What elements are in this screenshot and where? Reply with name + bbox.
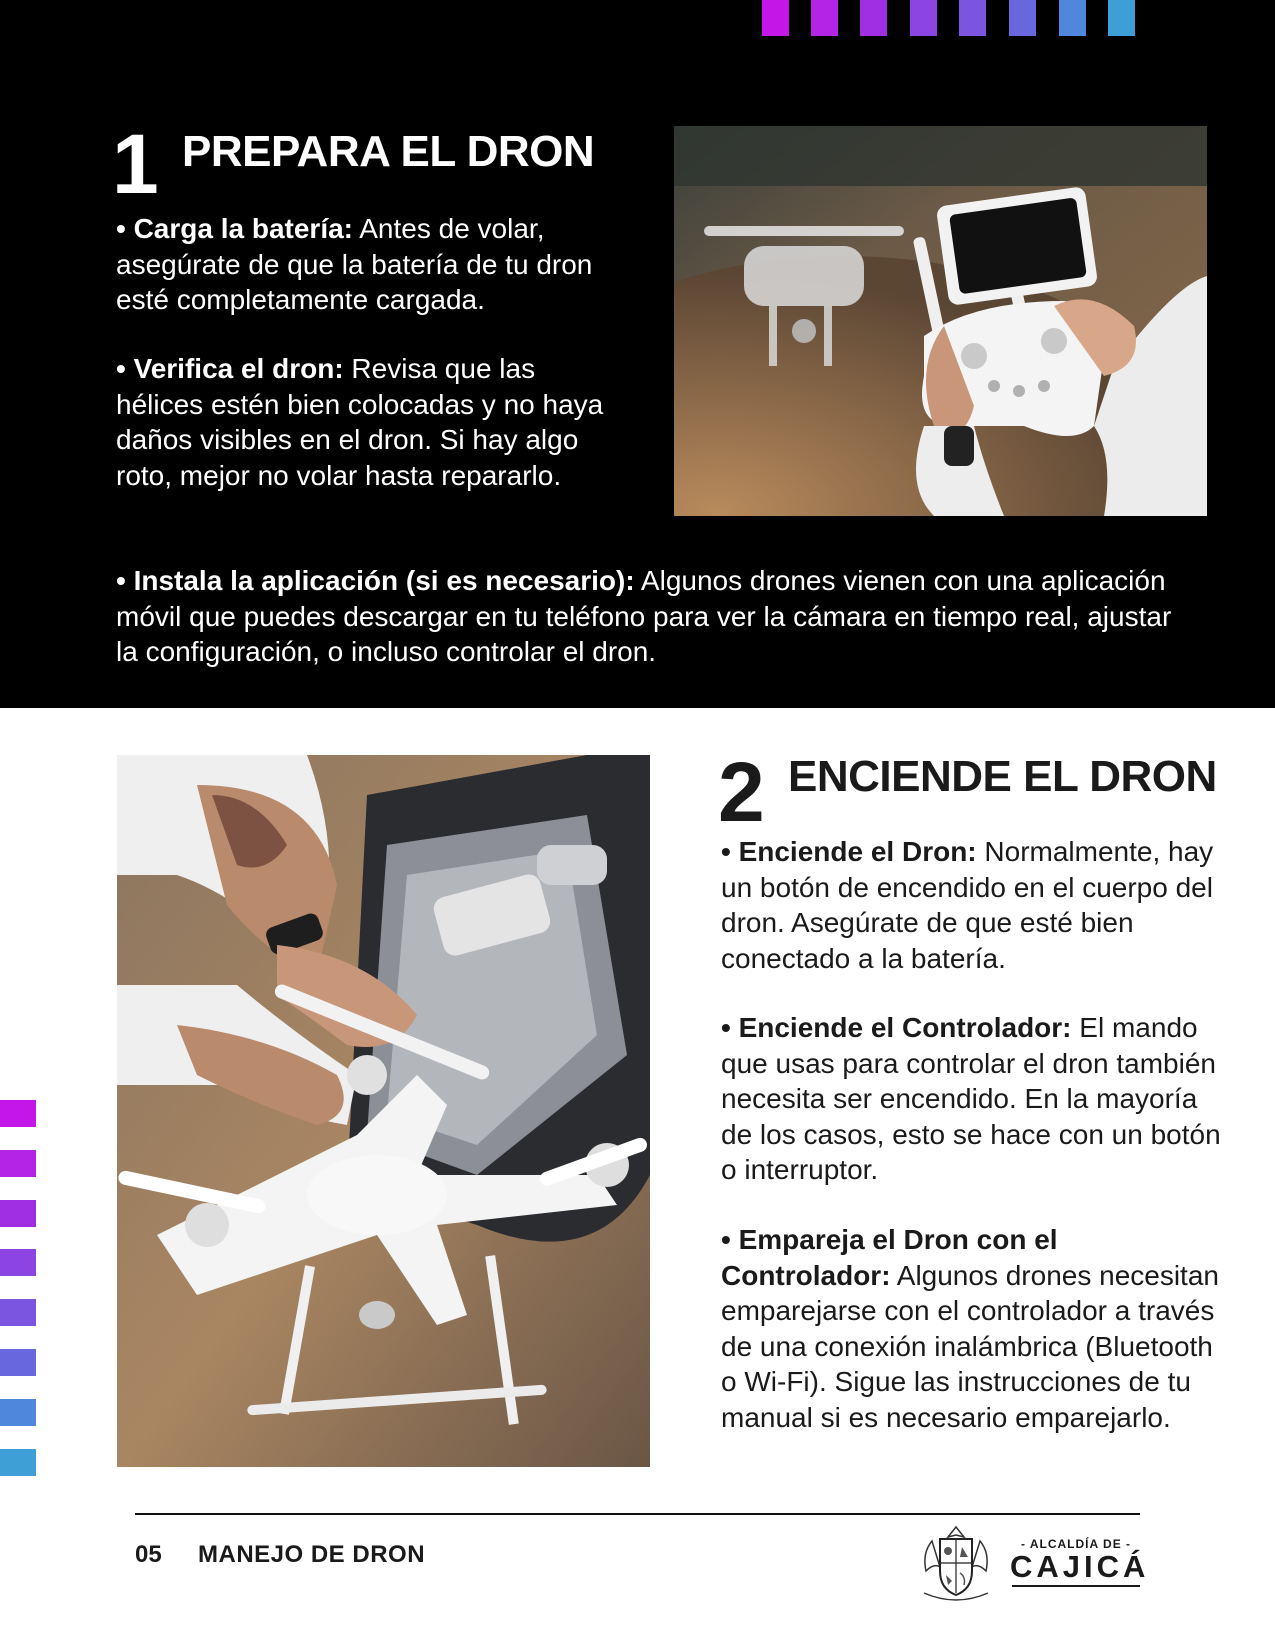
page-number: 05 [135,1541,162,1568]
paragraph-text: Algunos drones vienen con una aplicación móvil que puedes descargar en tu teléfono para ver la cámara en tiempo real, ajustar la configuración, o incluso controlar el dron. [116,565,1172,667]
paragraph-verify [116,351,616,493]
decorative-square [860,0,887,36]
decorative-square [0,1150,36,1177]
decorative-square [0,1299,36,1326]
step-number: 2 [718,745,765,839]
paragraph-install-app [116,563,1176,670]
decorative-square [0,1249,36,1276]
paragraph-battery [116,211,616,318]
paragraph-text: Antes de volar, asegúrate de que la batería de tu dron esté completamente cargada. [116,213,593,315]
paragraph-power-drone [721,834,1221,976]
decorative-square [910,0,937,36]
decorative-square [0,1349,36,1376]
paragraph-text: Normalmente, hay un botón de encendido en el cuerpo del dron. Asegúrate de que esté bien conectado a la batería. [721,836,1214,974]
footer-title: MANEJO DE DRON [198,1541,426,1568]
logo-title: CAJICÁ [1010,1549,1150,1584]
section-title: PREPARA EL DRON [182,127,595,176]
paragraph-lead: • Verifica el dron: [116,353,344,384]
paragraph-text: Revisa que las hélices estén bien colocadas y no haya daños visibles en el dron. Si hay algo roto, mejor no volar hasta repararlo. [116,353,604,491]
paragraph-lead: • Carga la batería: [116,213,354,244]
decorative-square [959,0,986,36]
decorative-square [1009,0,1036,36]
paragraph-lead: • Enciende el Dron: [721,836,977,867]
decorative-square [0,1449,36,1476]
paragraph-lead: • Empareja el Dron con el Controlador: [721,1224,1058,1291]
section-title: ENCIENDE EL DRON [788,752,1217,801]
footer-divider [135,1513,1140,1515]
coat-of-arms-icon [912,1523,1000,1603]
paragraph-lead: • Instala la aplicación (si es necesario): [116,565,635,596]
decorative-square [1059,0,1086,36]
logo-underline [1012,1585,1140,1587]
logo-subtitle: - ALCALDÍA DE - [1020,1537,1132,1551]
drone-controller-photo [674,126,1207,516]
paragraph-lead: • Enciende el Controlador: [721,1012,1072,1043]
decorative-square [811,0,838,36]
decorative-square [0,1399,36,1426]
paragraph-power-controller [721,1010,1221,1188]
decorative-square [1108,0,1135,36]
paragraph-text: Algunos drones necesitan emparejarse con el controlador a través de una conexión inalámbrica (Bluetooth o Wi-Fi). Sigue las instrucciones de tu manual si es necesario emparejarlo. [721,1259,1219,1433]
paragraph-pairing [721,1222,1221,1435]
decorative-square [0,1100,36,1127]
step-number: 1 [112,117,159,211]
decorative-square [762,0,789,36]
paragraph-text: El mando que usas para controlar el dron también necesita ser encendido. En la mayoría de los casos, esto se hace con un botón o interruptor. [721,1012,1221,1185]
drone-propeller-photo [117,755,650,1467]
decorative-square [0,1200,36,1227]
